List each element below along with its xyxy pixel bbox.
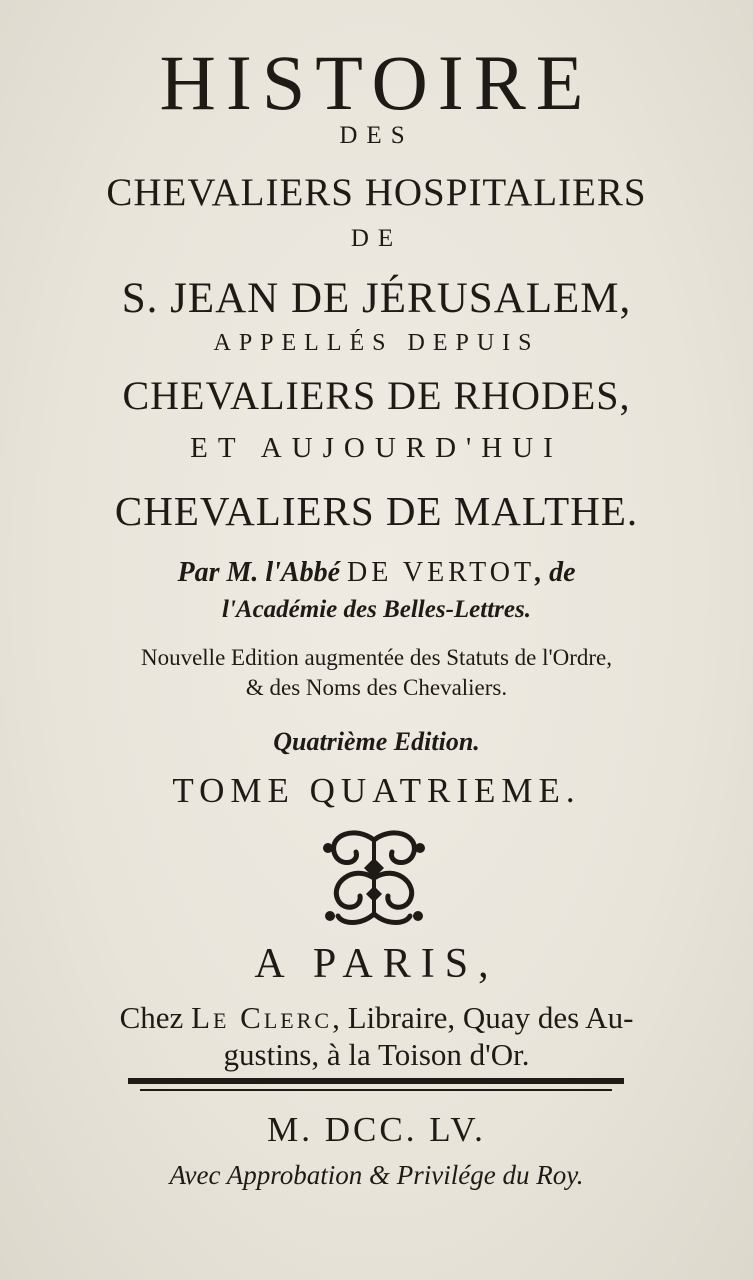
title-chevaliers-malthe: CHEVALIERS DE MALTHE. [114,488,639,534]
author-name: DE VERTOT [347,557,536,588]
thick-rule [128,1078,624,1084]
publisher-line-1 [0,1000,753,1036]
title-appelles-depuis: APPELLÉS DEPUIS [213,330,540,356]
publisher-line-2: gustins, à la Toison d'Or. [223,1037,530,1072]
title-aujourdhui: ET AUJOURD'HUI [190,432,563,464]
note-line-1: Nouvelle Edition augmentée des Statuts de l'Ordre, [140,645,613,670]
title-chevaliers-hospitaliers: CHEVALIERS HOSPITALIERS [106,171,647,214]
author-prefix: Par M. l'Abbé [177,557,341,588]
printer-ornament-icon [316,828,432,928]
publisher-name: Le Clerc [191,1000,333,1035]
imprint-year: M. DCC. LV. [267,1110,486,1149]
volume-line: TOME QUATRIEME. [172,771,581,810]
title-saint-jean: S. JEAN DE JÉRUSALEM, [121,275,632,322]
note-line-2: & des Noms des Chevaliers. [245,675,508,700]
title-des: DES [339,122,414,149]
author-line [0,557,753,589]
privilege-line: Avec Approbation & Privilége du Roy. [169,1160,584,1190]
publisher-pre: Chez [119,1000,184,1035]
title-de: DE [350,225,403,252]
edition-line: Quatrième Edition. [273,727,480,756]
title-histoire: HISTOIRE [159,39,594,126]
author-suffix: , de [535,557,576,588]
thin-rule [140,1089,612,1091]
academy-line: l'Académie des Belles-Lettres. [222,596,531,623]
title-chevaliers-rhodes: CHEVALIERS DE RHODES, [122,373,631,418]
place-line: A PARIS, [254,941,499,987]
publisher-post: , Libraire, Quay des Au- [332,1000,634,1035]
